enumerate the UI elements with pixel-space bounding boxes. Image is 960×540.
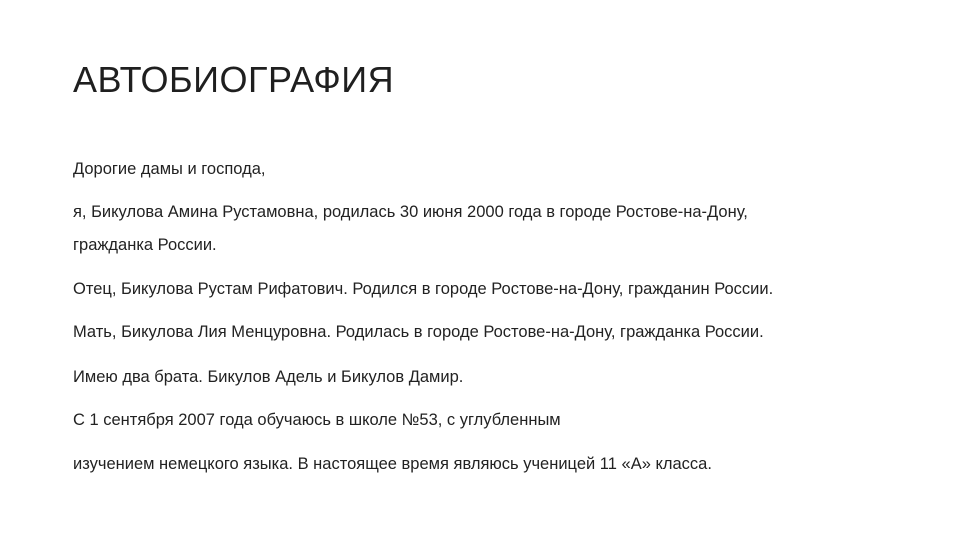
citizenship-line: гражданка России.	[73, 236, 217, 254]
education-line: С 1 сентября 2007 года обучаюсь в школе №53, с углубленным	[73, 411, 561, 429]
father-line: Отец, Бикулова Рустам Рифатович. Родился в городе Ростове-на-Дону, гражданин России.	[73, 280, 774, 298]
education-continued-line: изучением немецкого языка. В настоящее время являюсь ученицей 11 «А» класса.	[73, 455, 712, 473]
greeting-line: Дорогие дамы и господа,	[73, 160, 266, 178]
mother-line: Мать, Бикулова Лия Менцуровна. Родилась в городе Ростове-на-Дону, гражданка России.	[73, 323, 764, 341]
intro-line: я, Бикулова Амина Рустамовна, родилась 30 июня 2000 года в городе Ростове-на-Дону,	[73, 203, 748, 221]
document-title: АВТОБИОГРАФИЯ	[73, 59, 395, 100]
siblings-line: Имею два брата. Бикулов Адель и Бикулов Дамир.	[73, 368, 464, 386]
